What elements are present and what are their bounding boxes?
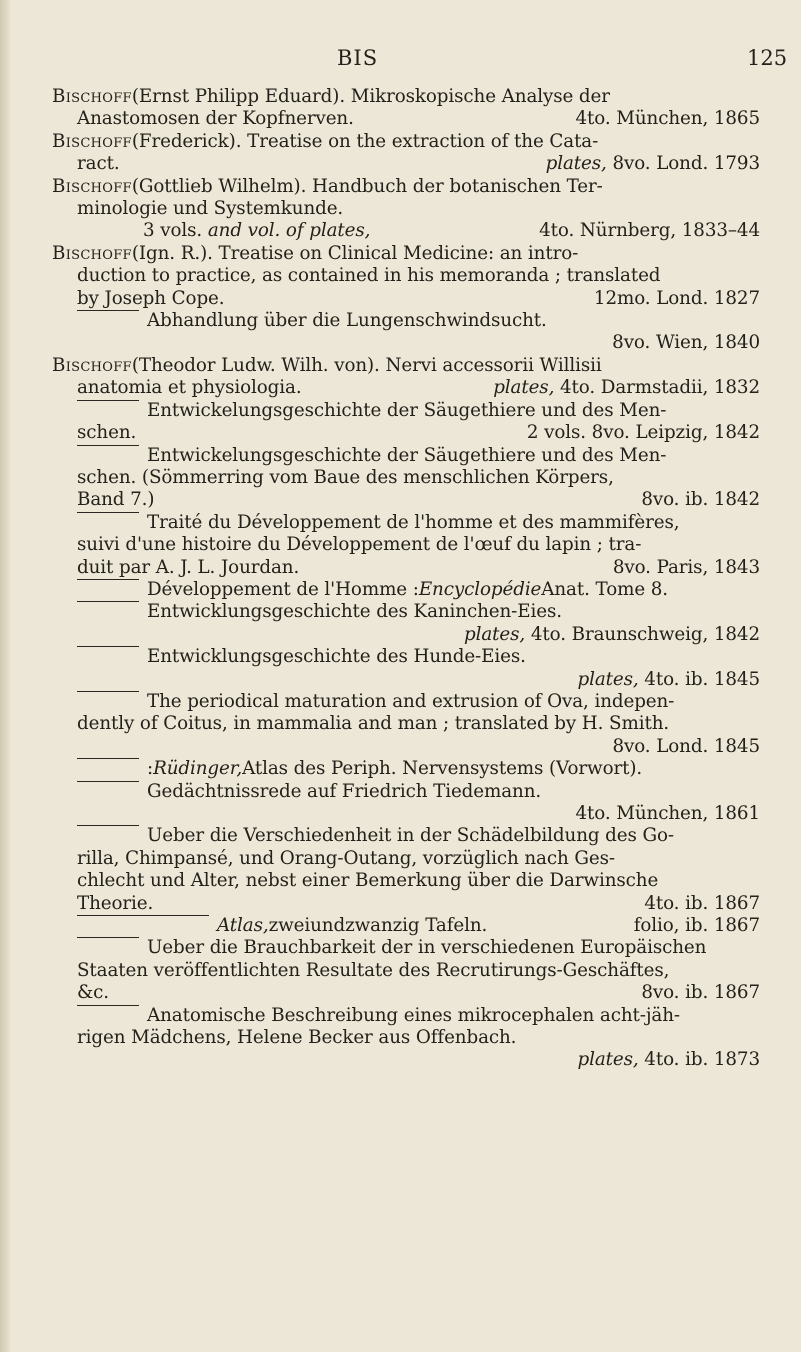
entry-bischoff-gottlieb: Bischoff (Gottlieb Wilhelm). Handbuch der botanischen Ter- minologie und Systemkunde. 3 vols. and vol. of plates, 4to. Nürnberg, 1833–44 [52,175,760,242]
entry-mikrocephalen: Anatomische Beschreibung eines mikrocephalen acht-jäh- rigen Mädchens, Helene Becker aus Offenbach. plates, 4to. ib. 1873 [77,1004,760,1071]
entry-tiedemann: Gedächtnissrede auf Friedrich Tiedemann. 4to. München, 1861 [52,781,760,826]
ditto-dash [77,601,139,602]
ditto-dash [77,781,139,782]
page-number: 125 [747,46,788,70]
entry-kaninchen: Entwicklungsgeschichte des Kaninchen-Eies. plates, 4to. Braunschweig, 1842 [52,601,760,646]
bibliography-entries [52,86,760,1072]
ditto-dash [77,758,139,759]
entry-traite: Traité du Développement de l'homme et des mammifères, suivi d'une histoire du Développement de l'œuf du lapin ; tra- duit par A. J. L. Jourdan. 8vo. Paris, 1843 [77,511,760,578]
ditto-dash [77,445,139,446]
ditto-dash [77,646,139,647]
entry-abhandlung: Abhandlung über die Lungenschwindsucht. 8vo. Wien, 1840 [52,310,760,355]
entry-bischoff-theodor: Bischoff (Theodor Ludw. Wilh. von). Nervi accessorii Willisii anatomia et physiologia. plates, 4to. Darmstadii, 1832 [52,354,760,399]
ditto-dash [77,400,139,401]
page-header [0,46,801,76]
entry-bischoff-ernst: Bischoff (Ernst Philipp Eduard). Mikroskopische Analyse der Anastomosen der Kopfnerven. 4to. München, 1865 [52,86,760,130]
ditto-dash [77,310,139,311]
ditto-dash [77,825,139,826]
entry-bischoff-frederick: Bischoff (Frederick). Treatise on the extraction of the Cata- ract. plates, 8vo. Lond. 1793 [52,130,760,175]
entry-brauchbarkeit: Ueber die Brauchbarkeit der in verschiedenen Europäischen Staaten veröffentlichten Resultate des Recrutirungs-Geschäftes, &c. 8vo. ib. 1867 [77,937,760,1004]
page-spine-shadow [0,0,10,1352]
entry-rudinger: : Rüdinger, Atlas des Periph. Nervensystems (Vorwort). [52,758,760,780]
running-head: BIS [337,46,379,70]
entry-bischoff-ign: Bischoff (Ign. R.). Treatise on Clinical Medicine: an intro- duction to practice, as contained in his memoranda ; translated by Joseph Cope. 12mo. Lond. 1827 [52,242,760,309]
entry-hunde: Entwicklungsgeschichte des Hunde-Eies. plates, 4to. ib. 1845 [52,646,760,691]
ditto-dash-double [77,915,209,916]
ditto-dash [77,691,139,692]
ditto-dash [77,579,139,580]
entry-developpement: Développement de l'Homme : Encyclopédie Anat. Tome 8. [52,579,760,601]
ditto-dash [77,1005,139,1006]
entry-schadelbildung: Ueber die Verschiedenheit in der Schädelbildung des Go- rilla, Chimpansé, und Orang-Outang, vorzüglich nach Ges- chlecht und Alter, nebst einer Bemerkung über die Darwinsche Theorie. 4to. ib. 1867 [77,825,760,914]
entry-periodical: The periodical maturation and extrusion of Ova, indepen- dently of Coitus, in mammalia and man ; translated by H. Smith. 8vo. Lond. 1845 [77,690,760,757]
entry-atlas: Atlas, zweiundzwanzig Tafeln. folio, ib. 1867 [52,915,760,937]
entry-entwickelung-1: Entwickelungsgeschichte der Säugethiere und des Men- schen. 2 vols. 8vo. Leipzig, 1842 [77,399,760,444]
ditto-dash [77,512,139,513]
entry-entwickelung-2: Entwickelungsgeschichte der Säugethiere und des Men- schen. (Sömmerring vom Baue des menschlichen Körpers, Band 7.) 8vo. ib. 1842 [77,444,760,511]
ditto-dash [77,937,139,938]
